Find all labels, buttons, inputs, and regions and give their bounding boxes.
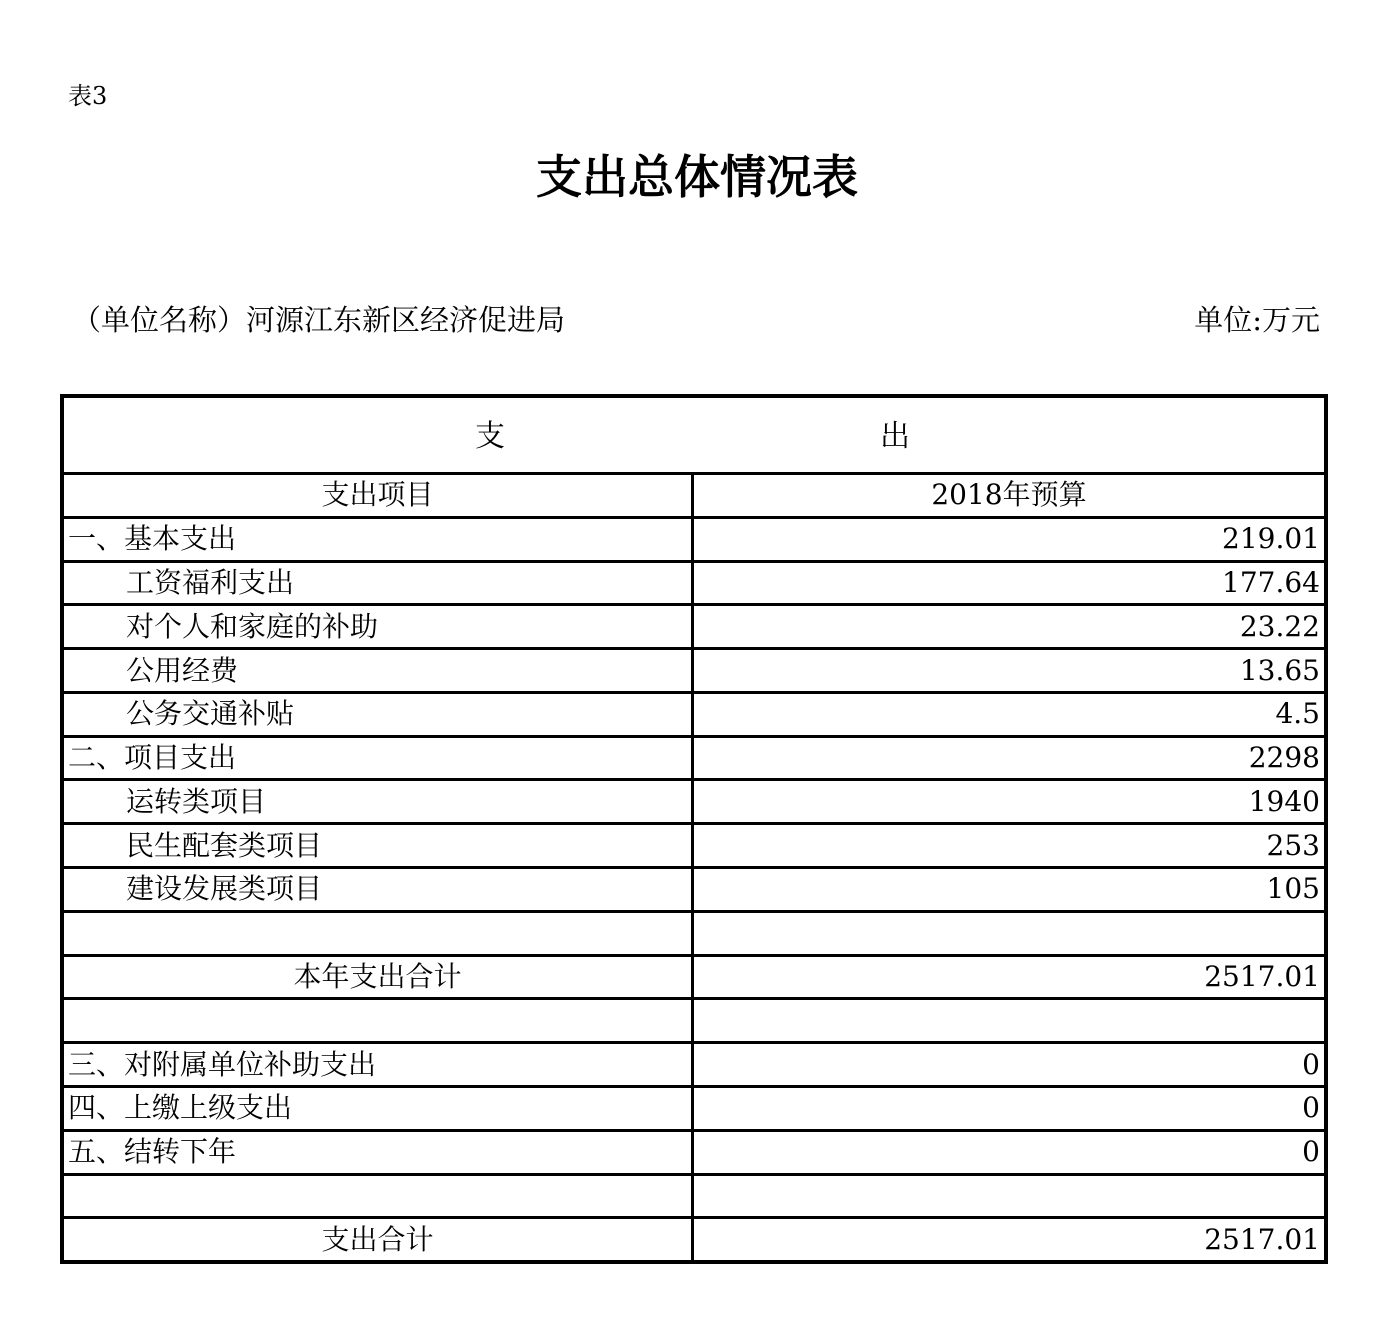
value-cell bbox=[694, 1176, 1324, 1217]
currency-unit: 单位:万元 bbox=[1194, 303, 1320, 337]
value-cell: 0 bbox=[1302, 1135, 1320, 1169]
value-cell: 23.22 bbox=[1239, 609, 1320, 643]
column-header-row bbox=[64, 472, 1324, 516]
value-cell: 2298 bbox=[1248, 741, 1320, 775]
table-row bbox=[64, 1041, 1324, 1085]
top-header-left: 支 bbox=[475, 419, 505, 454]
value-cell: 105 bbox=[1266, 872, 1320, 906]
item-cell: 运转类项目 bbox=[64, 781, 694, 822]
table-row bbox=[64, 560, 1324, 604]
value-cell: 1940 bbox=[1248, 784, 1320, 818]
table-row bbox=[64, 822, 1324, 866]
table-row bbox=[64, 1129, 1324, 1173]
subtotal-row bbox=[64, 954, 1324, 998]
table-row bbox=[64, 516, 1324, 560]
item-cell bbox=[64, 1000, 694, 1041]
item-cell: 民生配套类项目 bbox=[64, 825, 694, 866]
value-cell: 2517.01 bbox=[1204, 959, 1320, 993]
table-label: 表3 bbox=[68, 82, 108, 110]
column-header-item: 支出项目 bbox=[64, 475, 694, 516]
table-row bbox=[64, 778, 1324, 822]
table-row bbox=[64, 1085, 1324, 1129]
value-cell bbox=[694, 1000, 1324, 1041]
value-cell bbox=[694, 913, 1324, 954]
value-cell: 2517.01 bbox=[1204, 1222, 1320, 1256]
item-cell: 支出合计 bbox=[64, 1219, 694, 1260]
table-row bbox=[64, 735, 1324, 779]
item-cell bbox=[64, 913, 694, 954]
item-cell: 四、上缴上级支出 bbox=[64, 1088, 694, 1129]
value-cell: 4.5 bbox=[1275, 697, 1320, 731]
expenditure-table bbox=[60, 394, 1328, 1264]
total-row bbox=[64, 1216, 1324, 1260]
item-cell: 五、结转下年 bbox=[64, 1132, 694, 1173]
value-cell: 13.65 bbox=[1239, 653, 1320, 687]
item-cell: 工资福利支出 bbox=[64, 563, 694, 604]
unit-name: （单位名称）河源江东新区经济促进局 bbox=[72, 303, 566, 337]
value-cell: 0 bbox=[1302, 1091, 1320, 1125]
table-row bbox=[64, 866, 1324, 910]
item-cell: 三、对附属单位补助支出 bbox=[64, 1044, 694, 1085]
value-cell: 253 bbox=[1266, 828, 1320, 862]
table-top-header bbox=[64, 398, 1324, 472]
item-cell: 公用经费 bbox=[64, 650, 694, 691]
item-cell: 一、基本支出 bbox=[64, 519, 694, 560]
table-row bbox=[64, 691, 1324, 735]
item-cell: 对个人和家庭的补助 bbox=[64, 606, 694, 647]
value-cell: 0 bbox=[1302, 1047, 1320, 1081]
item-cell bbox=[64, 1176, 694, 1217]
value-cell: 219.01 bbox=[1222, 522, 1320, 556]
table-row bbox=[64, 647, 1324, 691]
item-cell: 本年支出合计 bbox=[64, 957, 694, 998]
item-cell: 二、项目支出 bbox=[64, 738, 694, 779]
empty-row bbox=[64, 997, 1324, 1041]
column-header-budget: 2018年预算 bbox=[931, 478, 1087, 512]
empty-row bbox=[64, 1173, 1324, 1217]
item-cell: 公务交通补贴 bbox=[64, 694, 694, 735]
top-header-right: 出 bbox=[880, 419, 910, 454]
empty-row bbox=[64, 910, 1324, 954]
item-cell: 建设发展类项目 bbox=[64, 869, 694, 910]
table-row bbox=[64, 603, 1324, 647]
page-title: 支出总体情况表 bbox=[536, 150, 858, 204]
value-cell: 177.64 bbox=[1222, 565, 1320, 599]
